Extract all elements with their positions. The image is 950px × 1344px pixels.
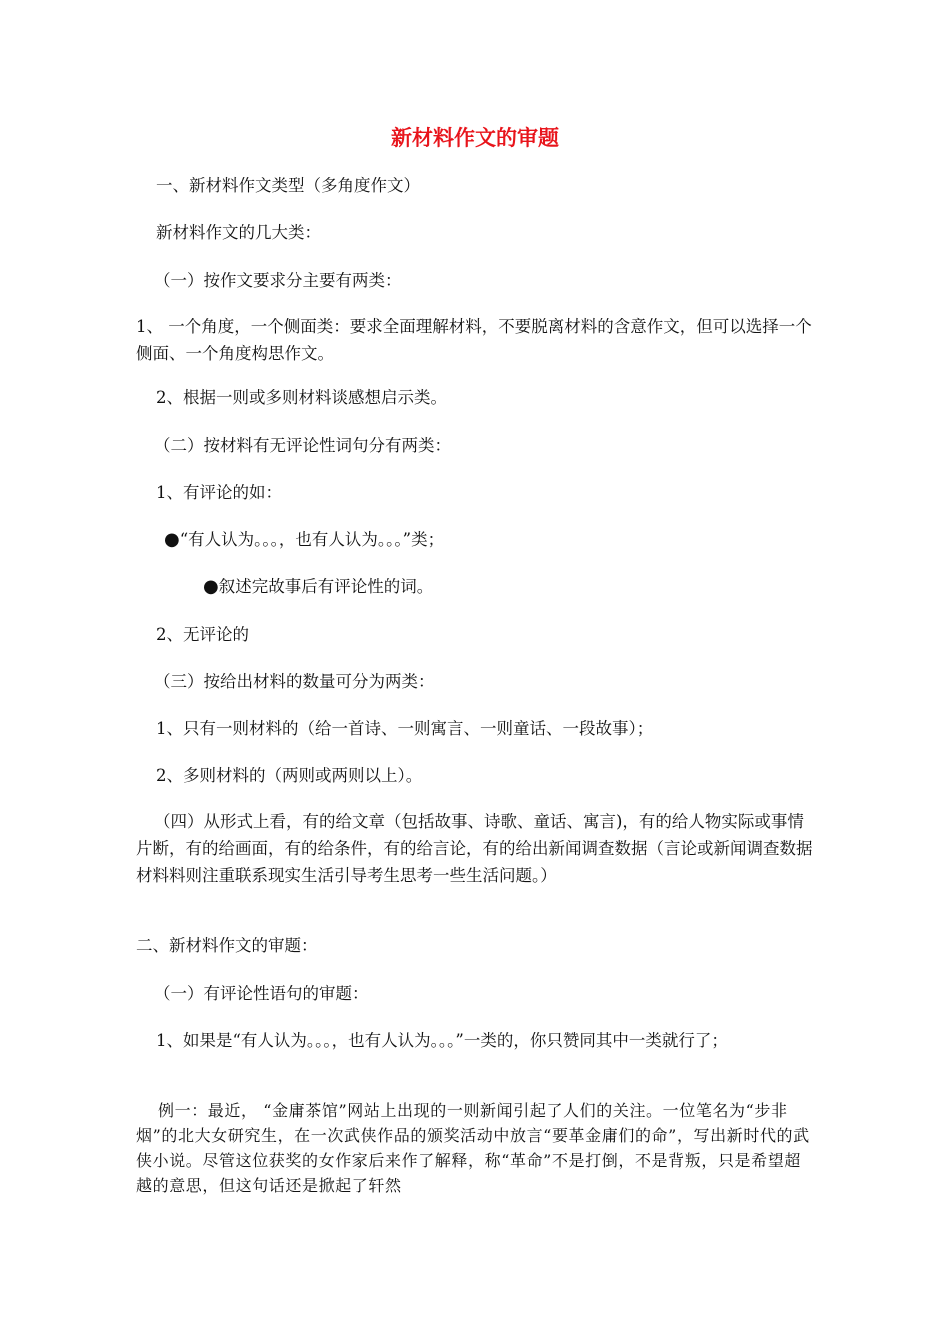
bullet-item <box>164 526 444 553</box>
list-item: 1、有评论的如： <box>156 483 282 502</box>
subsection-heading: （一）有评论性语句的审题： <box>154 984 369 1003</box>
paragraph: 新材料作文的几大类： <box>156 223 321 242</box>
list-item: 2、无评论的 <box>156 625 249 644</box>
subsection-heading: （三）按给出材料的数量可分为两类： <box>154 672 435 691</box>
list-item: 2、多则材料的（两则或两则以上）。 <box>156 766 423 785</box>
list-item: 1、只有一则材料的（给一首诗、一则寓言、一则童话、一段故事）； <box>156 719 654 738</box>
document-title: 新材料作文的审题 <box>391 126 559 150</box>
bullet-icon: ● <box>164 529 180 550</box>
section-heading-2: 二、新材料作文的审题： <box>136 936 318 955</box>
example-paragraph: 例一：最近， “金庸茶馆”网站上出现的一则新闻引起了人们的关注。一位笔名为“步非烟”的北大女研究生，在一次武侠作品的颁奖活动中放言“要革金庸们的命”，写出新时代的武侠小说。尽管这位获奖的女作家后来作了解释，称“革命”不是打倒，不是背叛，只是希望超越的意思，但这句话还是掀起了轩然 <box>136 1101 810 1195</box>
list-item: 1、如果是“有人认为。。。，也有人认为。。。”一类的，你只赞同其中一类就行了； <box>156 1031 728 1050</box>
paragraph: （四）从形式上看，有的给文章（包括故事、诗歌、童话、寓言)，有的给人物实际或事情片断，有的给画面，有的给条件，有的给言论，有的给出新闻调查数据（言论或新闻调查数据材料料则注重联系现实生活引导考生思考一些生活问题。） <box>136 812 813 885</box>
section-heading-1: 一、新材料作文类型（多角度作文） <box>156 176 420 195</box>
bullet-text: “有人认为。。。，也有人认为。。。”类； <box>179 530 445 549</box>
bullet-icon: ● <box>203 576 219 597</box>
subsection-heading: （一）按作文要求分主要有两类： <box>154 271 402 290</box>
bullet-item <box>203 573 433 600</box>
list-item: 1、 一个角度，一个侧面类：要求全面理解材料，不要脱离材料的含意作文，但可以选择一个侧面、一个角度构思作文。 <box>136 317 812 363</box>
bullet-text: 叙述完故事后有评论性的词。 <box>218 577 434 596</box>
list-item: 2、根据一则或多则材料谈感想启示类。 <box>156 388 447 407</box>
subsection-heading: （二）按材料有无评论性词句分有两类： <box>154 436 451 455</box>
